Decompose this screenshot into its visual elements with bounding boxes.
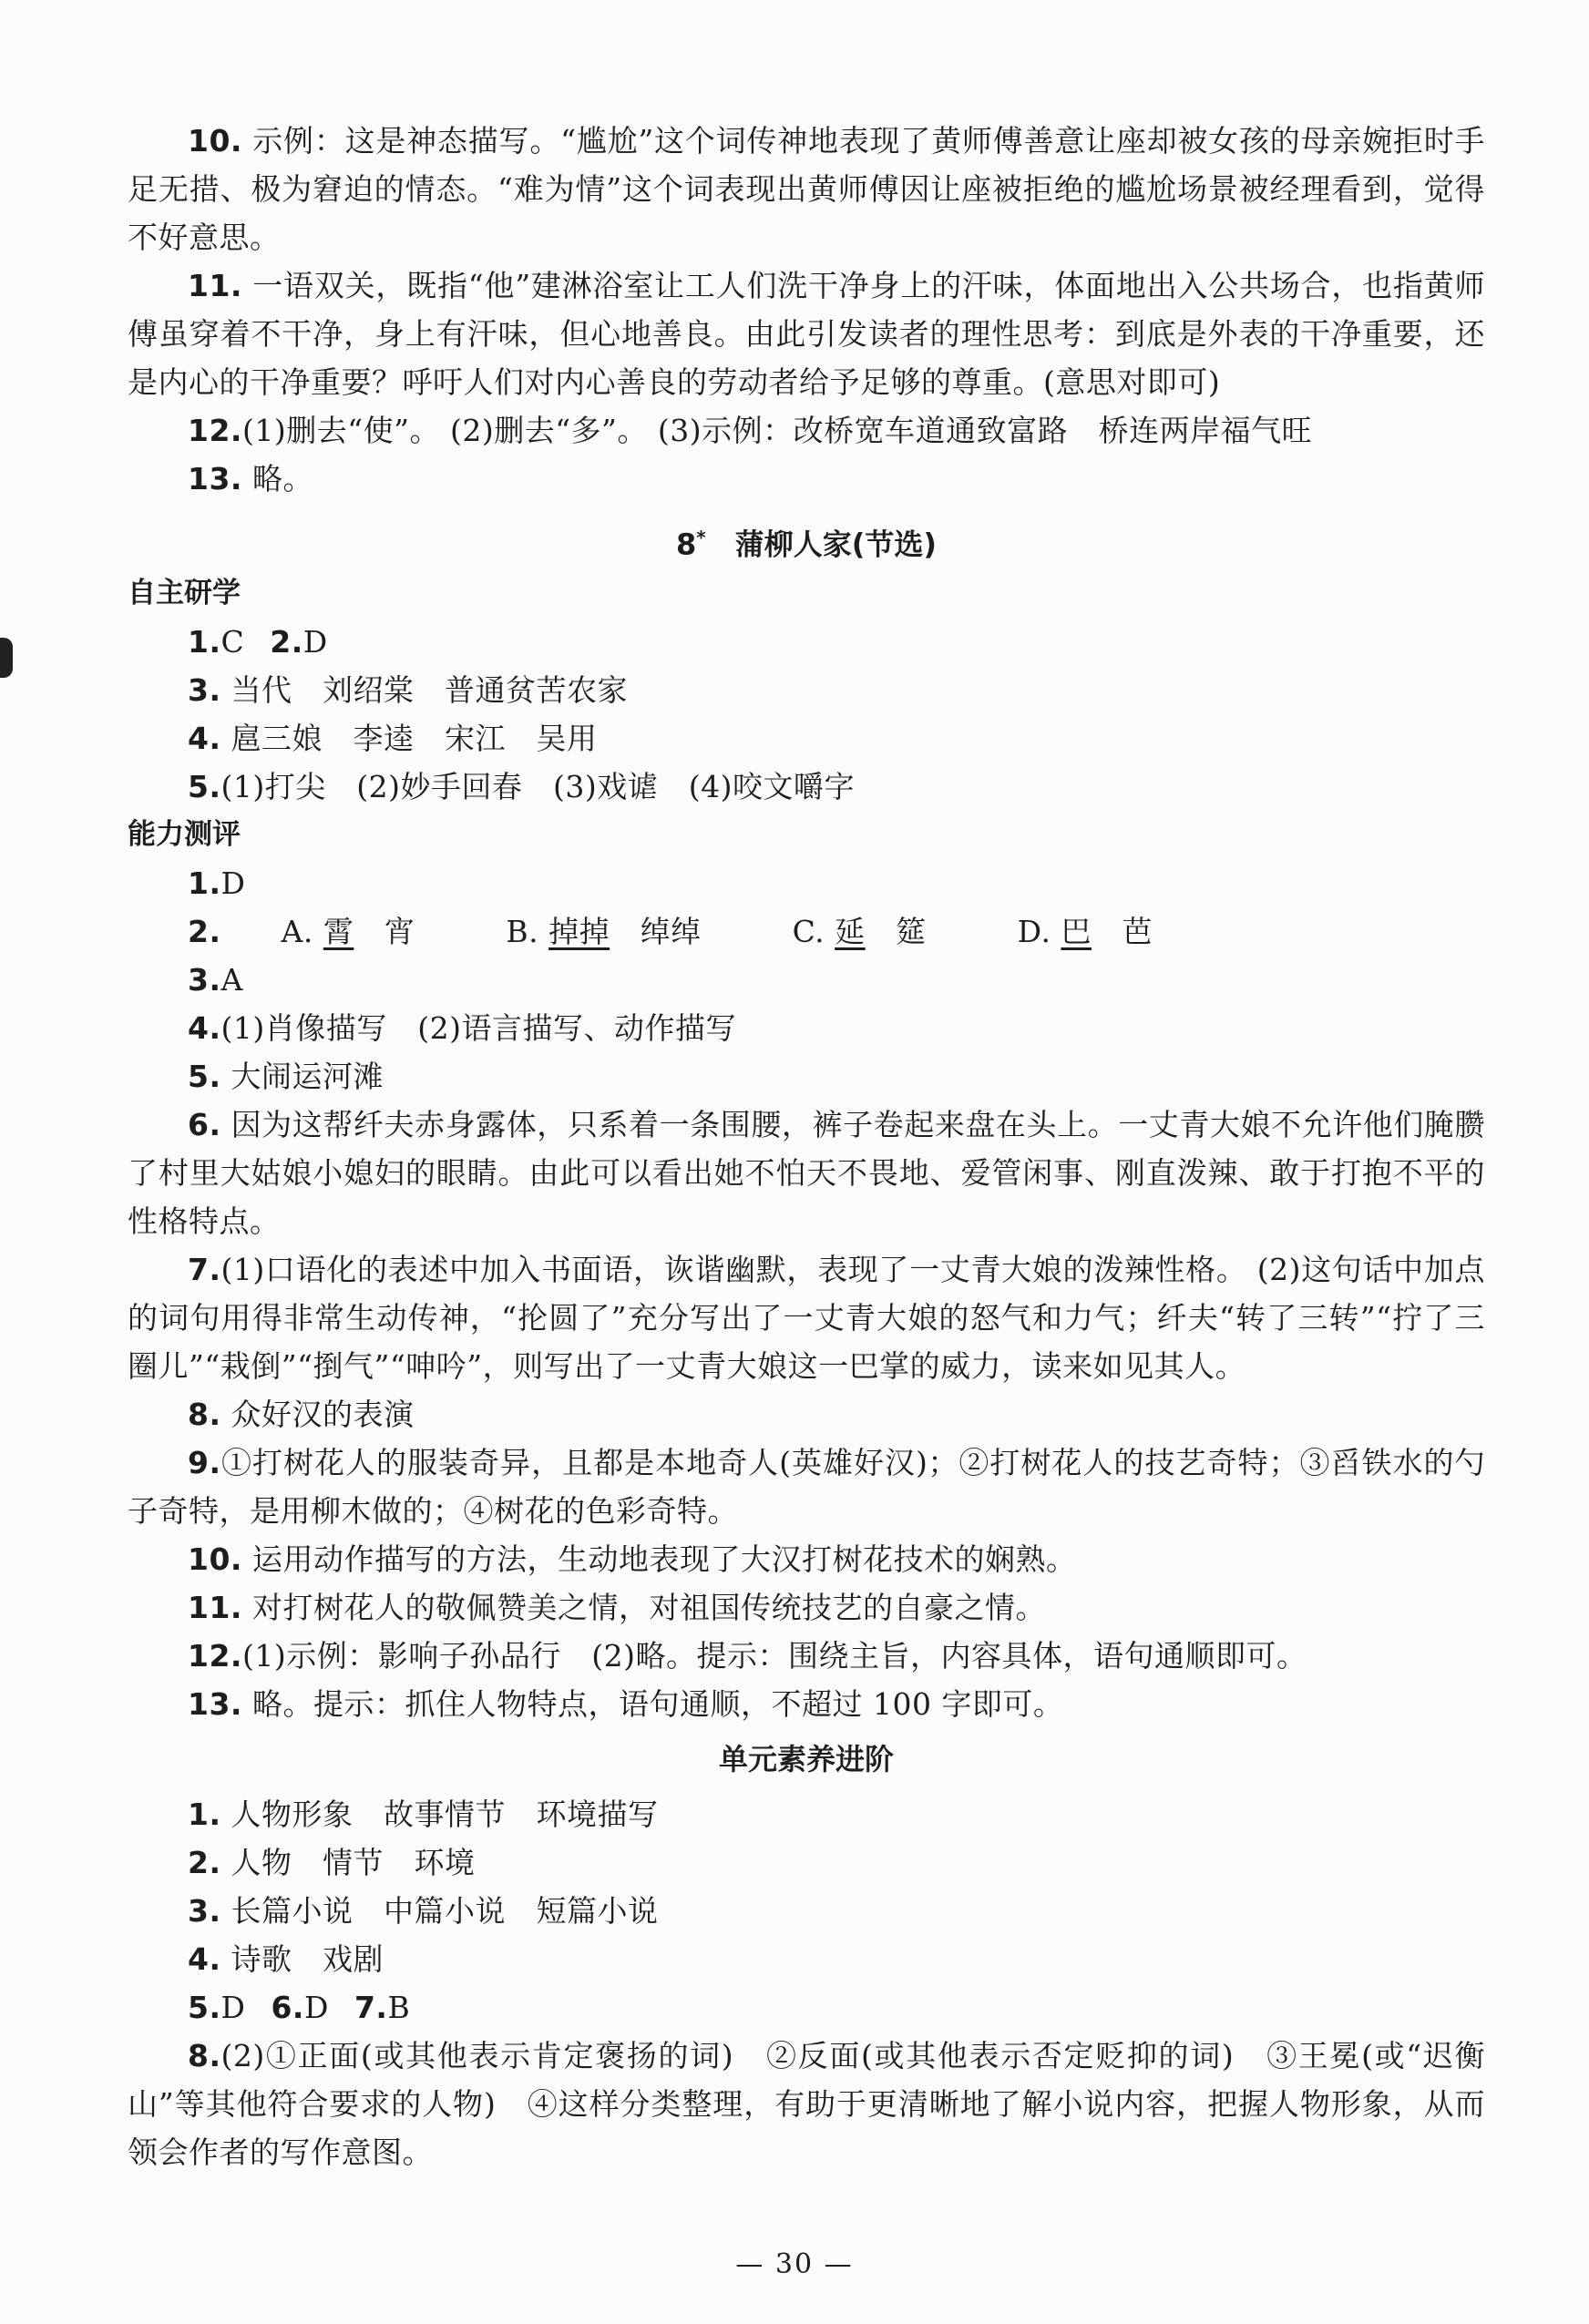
- answer-item: 5. 大闹运河滩: [188, 1059, 384, 1094]
- answer-item: 3.A: [188, 962, 243, 998]
- lesson-title: 8* 蒲柳人家(节选): [675, 527, 937, 562]
- answer-item-options: 2. A. 霄 宵 B. 掉掉 绰绰 C. 延 筵 D. 巴 芭: [188, 914, 1153, 949]
- answer-item: 5.(1)打尖 (2)妙手回春 (3)戏谑 (4)咬文嚼字: [188, 769, 855, 804]
- answer-item: 10. 示例：这是神态描写。“尴尬”这个词传神地表现了黄师傅善意让座却被女孩的母亲婉拒时手足无措、极为窘迫的情态。“难为情”这个词表现出黄师傅因让座被拒绝的尴尬场景被经理看到，觉得不好意思。: [128, 123, 1485, 255]
- answer-item: 6. 因为这帮纤夫赤身露体，只系着一条围腰，裤子卷起来盘在头上。一丈青大娘不允许他们腌臜了村里大姑娘小媳妇的眼睛。由此可以看出她不怕天不畏地、爱管闲事、刚直泼辣、敢于打抱不平的性格特点。: [128, 1107, 1486, 1239]
- section-heading: 自主研学: [128, 577, 241, 609]
- answer-item: 12.(1)示例：影响子孙品行 (2)略。提示：围绕主旨，内容具体，语句通顺即可。: [188, 1638, 1307, 1674]
- answer-item: 4. 扈三娘 李逵 宋江 吴用: [188, 721, 598, 756]
- answer-item: 3. 当代 刘绍棠 普通贫苦农家: [188, 672, 628, 708]
- answer-item: 1. 人物形象 故事情节 环境描写: [188, 1797, 659, 1832]
- section-self-study: [128, 569, 1485, 2176]
- scan-mark: [0, 638, 13, 678]
- answer-item: 1.C 2.D: [188, 624, 328, 660]
- answer-item: 4.(1)肖像描写 (2)语言描写、动作描写: [188, 1010, 736, 1046]
- answer-item: 3. 长篇小说 中篇小说 短篇小说: [188, 1893, 659, 1929]
- answer-item: 9.①打树花人的服装奇异，且都是本地奇人(英雄好汉)；②打树花人的技艺奇特；③舀铁水的勺子奇特，是用柳木做的；④树花的色彩奇特。: [128, 1445, 1485, 1529]
- answer-item: 7.(1)口语化的表述中加入书面语，诙谐幽默，表现了一丈青大娘的泼辣性格。 (2)这句话中加点的词句用得非常生动传神，“抡圆了”充分写出了一丈青大娘的怒气和力气；纤夫“转了三转”“拧了三圈儿”“栽倒”“捯气”“呻吟”，则写出了一丈青大娘这一巴掌的威力，读来如见其人。: [128, 1252, 1485, 1384]
- answer-item: 1.D: [188, 865, 246, 901]
- answer-item: 8.(2)①正面(或其他表示肯定褒扬的词) ②反面(或其他表示否定贬抑的词) ③王冕(或“迟衡山”等其他符合要求的人物) ④这样分类整理，有助于更清晰地了解小说内容，把握人物形象，从而领会作者的写作意图。: [128, 2038, 1485, 2170]
- top-answers: [128, 117, 1485, 503]
- answer-item: 11. 一语双关，既指“他”建淋浴室让工人们洗干净身上的汗味，体面地出入公共场合，也指黄师傅虽穿着不干净，身上有汗味，但心地善良。由此引发读者的理性思考：到底是外表的干净重要，还是内心的干净重要？呼吁人们对内心善良的劳动者给予足够的尊重。(意思对即可): [128, 268, 1485, 400]
- answer-item: 5.D 6.D 7.B: [188, 1990, 411, 2025]
- unit-title: 单元素养进阶: [718, 1742, 894, 1776]
- answer-item: 8. 众好汉的表演: [188, 1397, 415, 1432]
- answer-item: 12.(1)删去“使”。 (2)删去“多”。 (3)示例：改桥宽车道通致富路 桥连两岸福气旺: [188, 413, 1313, 448]
- answer-item: 13. 略。: [188, 461, 313, 497]
- section-heading: 能力测评: [128, 818, 241, 851]
- page-number: — 30 —: [735, 2248, 854, 2280]
- answer-item: 10. 运用动作描写的方法，生动地表现了大汉打树花技术的娴熟。: [188, 1541, 1077, 1577]
- answer-item: 13. 略。提示：抓住人物特点，语句通顺，不超过 100 字即可。: [188, 1686, 1064, 1722]
- answer-item: 11. 对打树花人的敬佩赞美之情，对祖国传统技艺的自豪之情。: [188, 1590, 1046, 1625]
- answer-item: 2. 人物 情节 环境: [188, 1845, 476, 1880]
- answer-item: 4. 诗歌 戏剧: [188, 1941, 384, 1977]
